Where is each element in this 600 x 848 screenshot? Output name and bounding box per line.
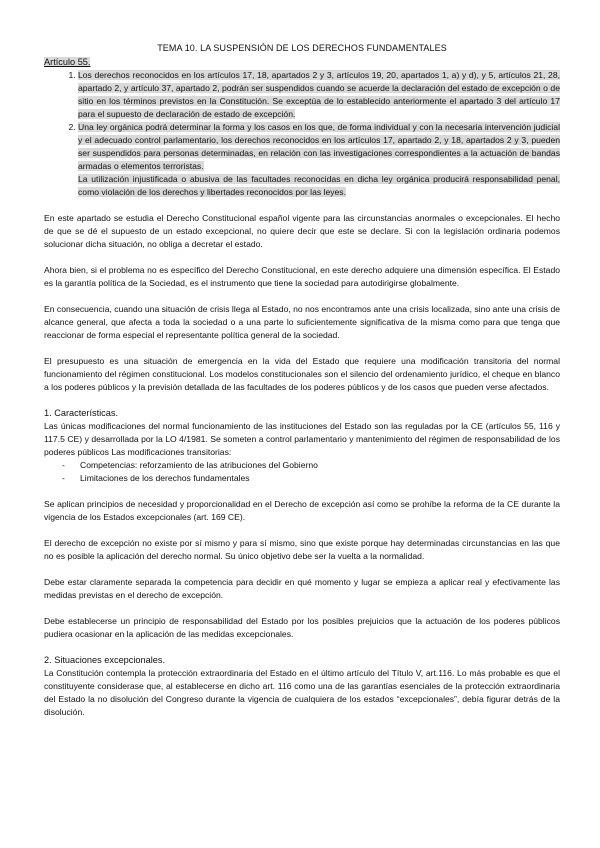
section-title: 1. Características. — [44, 408, 119, 418]
paragraph: En consecuencia, cuando una situación de crisis llega al Estado, no nos encontramos ante una crisis localizada, sino ante una crisis de alcance general, que afecta a toda la sociedad o a una parte lo suficientemente significativa de la misma como para que tenga que reaccionar de forma especial el representante política general de la sociedad. — [44, 304, 560, 340]
article-55-block — [44, 56, 560, 199]
article-item-1: 1. Los derechos reconocidos en los artículos 17, 18, apartados 2 y 3, artículos 19, 20, apartados 1, a) y d), y 5, artículos 21, 28, apartado 2, y artículo 37, apartado 2, podrán ser suspendidos cuando se acuerde la declaración del estado de excepción o de sitio en los términos previstos en la Constitución. Se exceptúa de lo establecido anteriormente el apartado 3 del artículo 17 para el supuesto de declaración de estado de excepción. — [78, 69, 560, 121]
paragraph: El derecho de excepción no existe por sí mismo y para sí mismo, sino que existe porque hay determinadas circunstancias en las que no es posible la aplicación del derecho normal. Su único objetivo debe ser la vuelta a la normalidad. — [44, 538, 560, 561]
page-title: TEMA 10. LA SUSPENSIÓN DE LOS DERECHOS FUNDAMENTALES — [157, 43, 447, 53]
list-item: - Competencias: reforzamiento de las atribuciones del Gobierno — [62, 459, 560, 472]
paragraph: En este apartado se estudia el Derecho Constitucional español vigente para las circunstancias anormales o excepcionales. El hecho de que se dé el supuesto de un estado excepcional, no quiere decir que este se declare. Si con la legislación ordinaria podemos solucionar dicha situación, no obliga a decretar el estado. — [44, 213, 560, 249]
article-item-2-extra: La utilización injustificada o abusiva de las facultades reconocidas en dicha ley orgánica producirá responsabilidad penal, como violación de los derechos y libertades reconocidos por las leyes. — [78, 174, 560, 197]
article-heading: Artículo 55. — [44, 57, 91, 67]
paragraph: Debe estar claramente separada la competencia para decidir en qué momento y lugar se empieza a aplicar real y efectivamente las medidas previstas en el derecho de excepción. — [44, 577, 560, 600]
modifications-list — [44, 459, 560, 485]
article-items — [44, 69, 560, 199]
paragraph: El presupuesto es una situación de emergencia en la vida del Estado que requiere una modificación transitoria del normal funcionamiento del régimen constitucional. Los modelos constitucionales son el silencio del ordenamiento jurídico, el cheque en blanco a los poderes públicos y la previsión detallada de las facultades de los poderes públicos y de los casos que pueden verse afectados. — [44, 356, 560, 392]
paragraph: Debe establecerse un principio de responsabilidad del Estado por los posibles prejuicios que la actuación de los poderes públicos pudiera ocasionar en la aplicación de las medidas excepcionales. — [44, 616, 560, 639]
article-item-2: 2. Una ley orgánica podrá determinar la forma y los casos en los que, de forma individual y con la necesaria intervención judicial y el adecuado control parlamentario, los derechos reconocidos en los artículos 17, apartado 2, y 18, apartados 2 y 3, pueden ser suspendidos para personas determinadas, en relación con las investigaciones correspondientes a la actuación de bandas armadas o elementos terroristas. La utilización injustificada o abusiva de las facultades reconocidas en dicha ley orgánica producirá responsabilidad penal, como violación de los derechos y libertades reconocidos por las leyes. — [78, 121, 560, 199]
paragraph: Las únicas modificaciones del normal funcionamiento de las instituciones del Estado son las reguladas por la CE (artículos 55, 116 y 117.5 CE) y desarrollada por la LO 4/1981. Se someten a control parlamentario y mantenimiento del régimen de responsabilidad de los poderes públicos Las modificaciones transitorias: — [44, 421, 560, 457]
paragraph: Se aplican principios de necesidad y proporcionalidad en el Derecho de excepción así como se prohíbe la reforma de la CE durante la vigencia de los Estados excepcionales (art. 169 CE). — [44, 499, 560, 522]
paragraph: La Constitución contempla la protección extraordinaria del Estado en el último artículo del Título V, art.116. Lo más probable es que el constituyente considerase que, al establecerse en dicho art. 116 como una de las garantías esenciales de la protección extraordinaria del Estado la no disolución del Congreso durante la vigencia de cualquiera de los estados “excepcionales”, debía figurar detrás de la disolución. — [44, 668, 560, 717]
paragraph: Ahora bien, si el problema no es específico del Derecho Constitucional, en este derecho adquiere una dimensión específica. El Estado es la garantía política de la Sociedad, es el instrumento que tiene la sociedad para autodirigirse globalmente. — [44, 265, 560, 288]
section-title: 2. Situaciones excepcionales. — [44, 655, 166, 665]
list-item: - Limitaciones de los derechos fundamentales — [62, 472, 560, 485]
